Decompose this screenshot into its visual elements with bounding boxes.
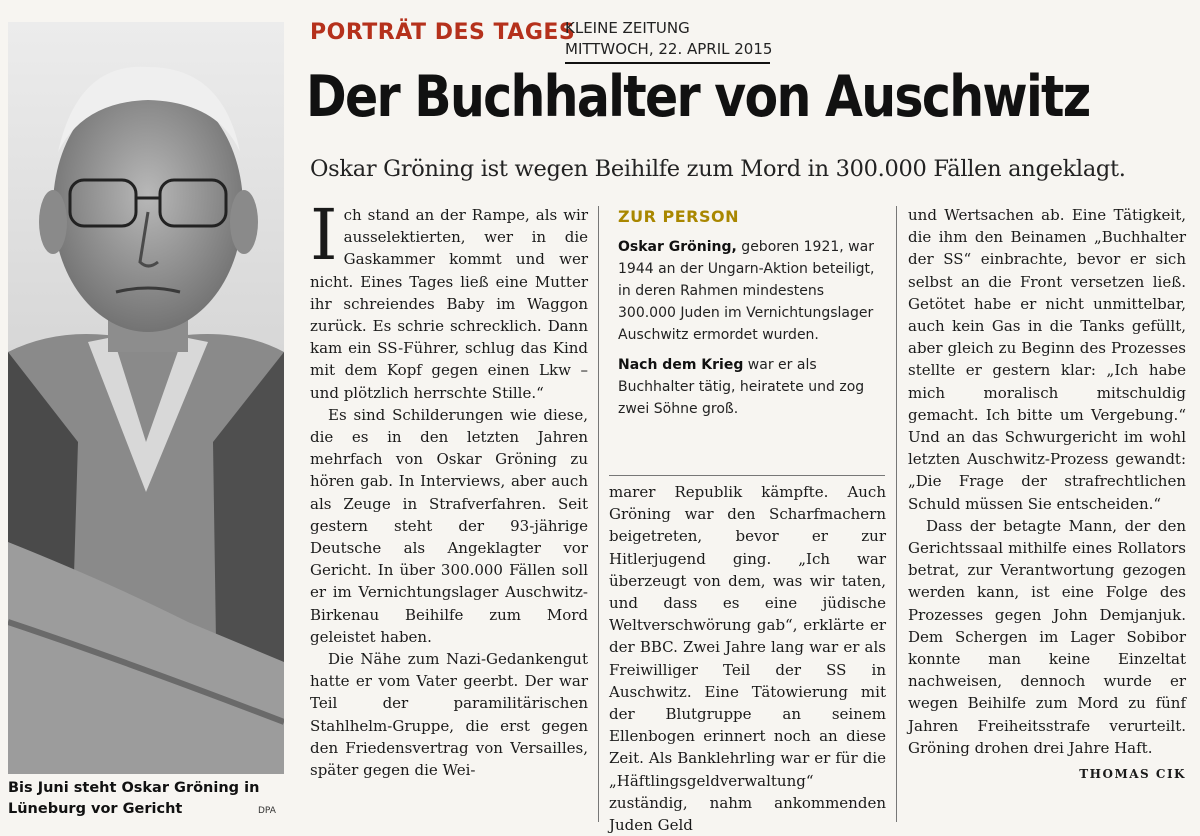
article-column-3 bbox=[908, 204, 1186, 785]
info-box-text: geboren 1921, war 1944 an der Ungarn-Aktion beteiligt, in deren Rahmen mindestens 300.000 Juden im Vernichtungslager Auschwitz ermordet wurden. bbox=[618, 239, 875, 343]
article-column-2 bbox=[609, 481, 886, 836]
paper-info bbox=[565, 18, 772, 60]
article-paragraph: Es sind Schilderungen wie diese, die es in den letzten Jahren mehrfach von Oskar Gröning zu hören gab. In Interviews, aber auch als Zeuge in Strafverfahren. Seit gestern steht der 93-jährige Deutsche als Angeklagter vor Gericht. In über 300.000 Fällen soll er im Vernichtungslager Auschwitz-Birkenau Beihilfe zum Mord geleistet haben. bbox=[310, 405, 588, 646]
column-divider bbox=[896, 206, 897, 822]
paper-name: KLEINE ZEITUNG bbox=[565, 19, 690, 37]
article-paragraph: und Wertsachen ab. Eine Tätigkeit, die ihm den Beinamen „Buchhalter der SS“ einbrachte, bevor er sich selbst an die Front versetzen ließ. Getötet habe er nicht unmittelbar, auch kein Gas in die Tanks gefüllt, aber gleich zu Beginn des Prozesses stellte er gestern klar: „Ich habe mich moralisch mitschuldig gemacht. Ich bitte um Vergebung.“ Und an das Schwurgericht im wohl letzten Auschwitz-Prozess gewandt: „Die Frage der strafrechtlichen Schuld müssen Sie entscheiden.“ bbox=[908, 206, 1186, 513]
paper-date: MITTWOCH, 22. APRIL 2015 bbox=[565, 40, 773, 58]
article-paragraph bbox=[908, 515, 1186, 782]
headline: Der Buchhalter von Auschwitz bbox=[306, 64, 1090, 130]
info-box-text: war er als Buchhalter tätig, heiratete und zog zwei Söhne groß. bbox=[618, 357, 865, 417]
info-box-bold: Oskar Gröning, bbox=[618, 239, 737, 255]
info-box-paragraph bbox=[618, 354, 880, 420]
portrait-photo bbox=[8, 22, 284, 774]
info-box-paragraph bbox=[618, 236, 880, 346]
article-paragraph: Die Nähe zum Nazi-Gedankengut hatte er vom Vater geerbt. Der war Teil der paramilitärischen Stahlhelm-Gruppe, die erst gegen den Friedensvertrag von Versailles, später gegen die Wei- bbox=[310, 650, 588, 780]
info-box-bold: Nach dem Krieg bbox=[618, 357, 744, 373]
column-divider bbox=[598, 206, 599, 822]
info-box bbox=[618, 206, 880, 428]
subheadline: Oskar Gröning ist wegen Beihilfe zum Mord in 300.000 Fällen angeklagt. bbox=[310, 156, 1126, 182]
photo-credit: DPA bbox=[258, 806, 276, 816]
portrait-illustration bbox=[8, 22, 284, 774]
article-column-1 bbox=[310, 194, 588, 781]
photo-caption: Bis Juni steht Oskar Gröning in Lüneburg vor Gericht bbox=[8, 780, 260, 817]
article-paragraph: marer Republik kämpfte. Auch Gröning war den Scharfmachern beigetreten, bevor er zur Hitlerjugend ging. „Ich war überzeugt von dem, was wir taten, und dass es eine jüdische Weltverschwörung gab“, erklärte er der BBC. Zwei Jahre lang war er als Freiwilliger Teil der SS in Auschwitz. Eine Tätowierung mit der Blutgruppe an seinem Ellenbogen erinnert noch an diese Zeit. Als Banklehrling war er für die „Häftlingsgeldverwaltung“ zuständig, nahm ankommenden Juden Geld bbox=[609, 483, 886, 835]
drop-cap: I bbox=[310, 194, 338, 276]
paragraph-text: ch stand an der Rampe, als wir ausselektierten, wer in die Gaskammer kommt und wer nicht. Eines Tages ließ eine Mutter ihr schreiendes Baby im Waggon zurück. Es schrie schrecklich. Dann kam ein SS-Führer, schlug das Kind mit dem Kopf gegen einen Lkw – und plötzlich herrschte Stille.“ bbox=[310, 206, 588, 402]
paragraph-text: Dass der betagte Mann, der den Gerichtssaal mithilfe eines Rollators betrat, zur Verantwortung gezogen werden kann, ist eine Folge des Prozesses gegen John Demjanjuk. Dem Schergen im Lager Sobibor konnte man keine Einzeltat nachweisen, dennoch wurde er wegen Beihilfe zum Mord zu fünf Jahren Freiheitsstrafe verurteilt. Gröning drohen drei Jahre Haft. bbox=[908, 516, 1186, 757]
info-box-title: ZUR PERSON bbox=[618, 207, 739, 226]
info-box-divider bbox=[609, 475, 885, 476]
author-byline: THOMAS CIK bbox=[1079, 767, 1186, 782]
article-paragraph bbox=[310, 194, 588, 404]
section-kicker: PORTRÄT DES TAGES bbox=[310, 20, 576, 45]
